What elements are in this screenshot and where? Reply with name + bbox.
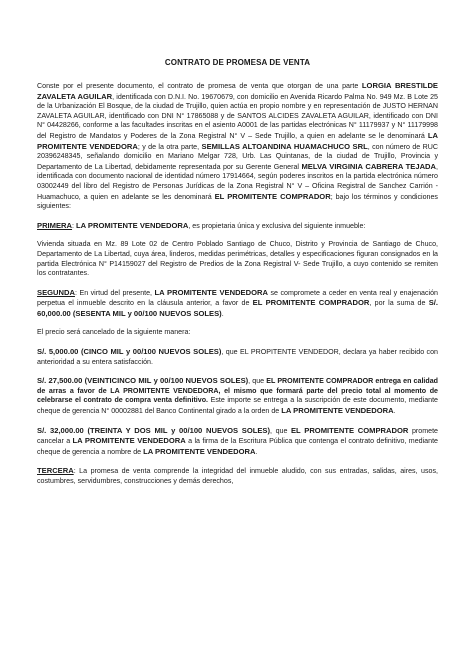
buyer-label: EL PROMITENTE COMPRADOR bbox=[252, 298, 370, 308]
price-amount: S/. 60,000.00 (SESENTA MIL y 00/100 NUEVOS SOLES) bbox=[37, 298, 438, 318]
payment-text: , que bbox=[270, 426, 291, 435]
intro-text: , con número de RUC 20396248345, señalando domicilio en Mariano Melgar 728, Urb. Las Quintanas, de la ciudad de Trujillo, Provincia y Departamento de La Libertad, debidamente representada por su Gerente General bbox=[37, 142, 439, 171]
clause-text: : La promesa de venta comprende la integridad del inmueble aludido, con sus entradas, salidas, aires, usos, costumbres, servidumbres, construcciones y demás derechos, bbox=[37, 467, 438, 485]
seller-label: LA PROMITENTE VENDEDORA bbox=[72, 436, 186, 446]
seller-label: LA PROMITENTE VENDEDORA bbox=[281, 406, 394, 416]
buyer-company: SEMILLAS ALTOANDINA HUAMACHUCO SRL bbox=[201, 141, 368, 151]
clause-tercera bbox=[37, 466, 438, 486]
payment-intro: El precio será cancelado de la siguiente manera: bbox=[37, 328, 191, 337]
seller-label: LA PROMITENTE VENDEDORA bbox=[75, 220, 189, 230]
payment-text: , que bbox=[248, 377, 267, 386]
payment-amount: S/. 27,500.00 (VEINTICINCO MIL y 00/100 NUEVOS SOLES) bbox=[37, 376, 249, 386]
clause-segunda bbox=[37, 288, 438, 320]
buyer-label: EL PROMITENTE COMPRADOR bbox=[290, 425, 409, 435]
seller-label: LA PROMITENTE VENDEDORA bbox=[37, 130, 438, 151]
payment-text: . bbox=[393, 407, 396, 416]
clause-text: se compromete a ceder en venta real y enajenación perpetua el inmueble descrito en la cláusula anterior, a favor de bbox=[37, 288, 438, 308]
payment-amount: S/. 32,000.00 (TREINTA Y DOS MIL y 00/100 NUEVOS SOLES) bbox=[37, 425, 271, 435]
buyer-representative: MELVA VIRGINIA CABRERA TEJADA bbox=[301, 161, 437, 171]
clause-label: SEGUNDA bbox=[37, 287, 75, 297]
payment-arras-text: EL PROMITENTE COMPRADOR entrega en calidad de arras a favor de LA PROMITENTE VENDEDORA, el mismo que formará parte del precio total al momento de celebrarse el contrato de compra venta definitivo. bbox=[37, 377, 438, 405]
buyer-label: EL PROMITENTE COMPRADOR bbox=[214, 191, 331, 201]
payment-item-2 bbox=[37, 376, 438, 416]
payment-text: a la firma de la Escritura Pública que contenga el contrato definitivo, mediante cheque de gerencia a nombre de bbox=[37, 437, 438, 456]
intro-paragraph bbox=[37, 81, 438, 212]
payment-text: promete cancelar a bbox=[37, 426, 438, 446]
intro-text: Conste por el presente documento, el contrato de promesa de venta que otorgan de una parte bbox=[37, 82, 362, 90]
clause-label: PRIMERA bbox=[37, 220, 73, 230]
intro-text: ; bajo los términos y condiciones siguientes: bbox=[37, 192, 438, 211]
document-title: CONTRATO DE PROMESA DE VENTA bbox=[164, 58, 311, 67]
clause-text: , por la suma de bbox=[369, 299, 429, 308]
intro-text: ; y de la otra parte, bbox=[137, 142, 202, 151]
clause-primera bbox=[37, 221, 438, 232]
payment-text: , que EL PROPITENTE VENDEDOR, declara ya haber recibido con anterioridad a su entera satisfacción. bbox=[37, 348, 438, 366]
payment-amount: S/. 5,000.00 (CINCO MIL y 00/100 NUEVOS SOLES) bbox=[37, 347, 222, 357]
payment-item-1 bbox=[37, 347, 438, 367]
clause-text: , es propietaria única y exclusiva del siguiente inmueble: bbox=[188, 221, 366, 230]
clause-text: : bbox=[72, 221, 76, 230]
payment-text: Este importe se entrega a la suscripción de este documento, mediante cheque de gerencia N° 00002881 del Banco Continental girado a la orden de bbox=[37, 396, 438, 416]
intro-text: , identificada con D.N.I. No. 19670679, con domicilio en Avenida Ricardo Palma No. 949 Mz. B Lote 25 de la Urbanización El Bosque, de la ciudad de Trujillo, quien actúa en propio nombre y en representación de JUSTO HERNAN ZAVALETA AGUILAR, identificado con DNI N° 17865088 y de SANTOS ALCIDES ZAVALETA AGUILAR, identificado con DNI N° 04428266, conforme a las facultades inscritas en el asiento A0001 de las partidas electrónicas N° 11179937 y N° 11179998 del Registro de Mandatos y Poderes de la Zona Registral N° V – Sede Trujillo, a quien en adelante se le denominará bbox=[37, 92, 438, 140]
clause-label: TERCERA bbox=[37, 466, 74, 476]
seller-label: LA PROMITENTE VENDEDORA bbox=[154, 287, 268, 297]
clause-text: . bbox=[221, 309, 224, 318]
clause-text: : En virtud del presente, bbox=[74, 288, 155, 297]
seller-label: LA PROMITENTE VENDEDORA bbox=[143, 446, 256, 456]
intro-text: , identificada con documento nacional de identidad número 17914664, según poderes inscritos en la partida electrónica número 03002449 del libro del Registro de Personas Jurídicas de la Zona Registral N° V – Oficina Registral de Sanchez Carrión - Huamachuco, a quien en adelante se les denominará bbox=[37, 162, 438, 201]
payment-text: . bbox=[255, 447, 258, 456]
payment-item-3 bbox=[37, 426, 438, 458]
property-description: Vivienda situada en Mz. 89 Lote 02 de Centro Poblado Santiago de Chuco, Distrito y Provincia de Santiago de Chuco, Departamento de La Libertad, cuya área, linderos, medidas perimétricas, detalles y especificaciones figuran consignados en la partida Electrónica N° P14159027 del Registro de Predios de la Zona Registral V- Sede Trujillo, a cuyo contenido se remiten los contratantes. bbox=[37, 240, 438, 278]
seller-name: LORGIA BRESTILDE ZAVALETA AGUILAR bbox=[37, 81, 438, 101]
